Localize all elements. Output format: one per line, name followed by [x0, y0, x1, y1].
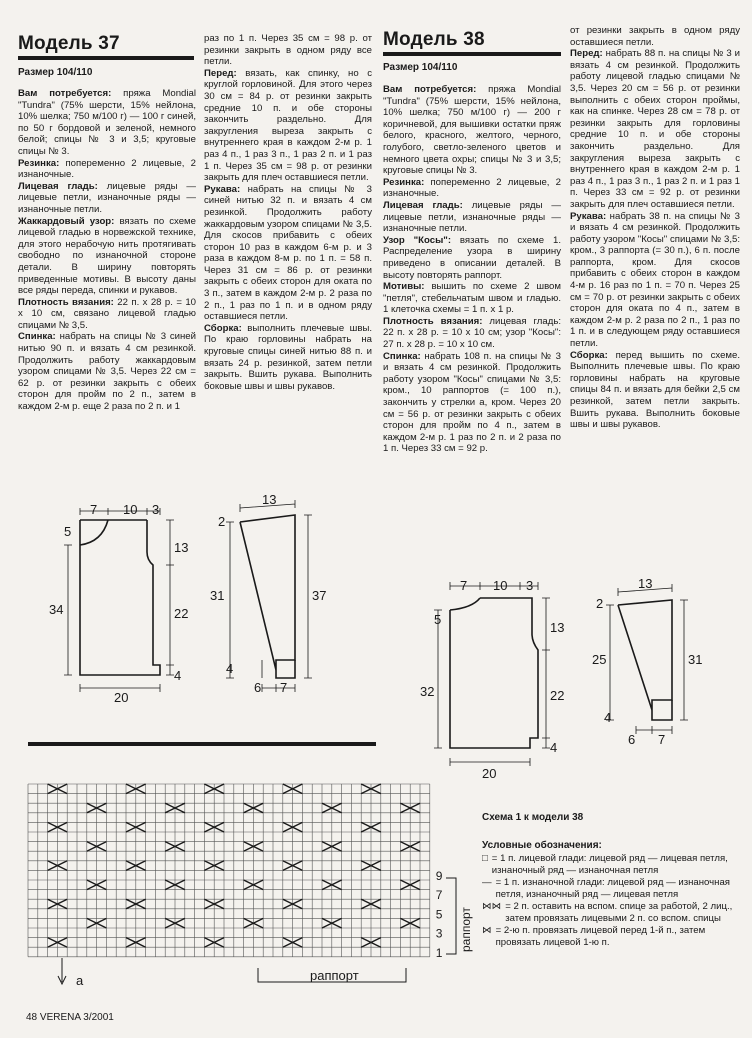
paragraph	[18, 297, 196, 332]
model38-size: Размер 104/110	[383, 62, 458, 73]
arrow-a-label: а	[76, 973, 84, 988]
m38-body	[450, 598, 538, 748]
rapport-v-label: раппорт	[459, 907, 473, 952]
paragraph-heading: Спинка:	[18, 331, 56, 343]
paragraph-heading: Перед:	[204, 67, 237, 79]
paragraph-text: вязать по схеме 1. Распределение узора в ширину приведено в описании деталей. В высоту повторять раппорт.	[383, 234, 561, 281]
knit-stitch-icon: □	[482, 853, 488, 864]
paragraph	[383, 84, 561, 177]
paragraph	[383, 316, 561, 351]
paragraph	[383, 177, 561, 200]
m37-neckline	[80, 520, 108, 545]
paragraph	[204, 68, 372, 184]
paragraph-heading: Сборка:	[570, 349, 608, 361]
m37-label-armhole: 13	[174, 540, 189, 555]
paragraph	[18, 181, 196, 216]
paragraph-heading: Плотность вязания:	[383, 315, 483, 327]
m37-sleeve	[240, 515, 295, 670]
m37-sleeve-bottom-side: 4	[226, 661, 234, 676]
paragraph-heading: Плотность вязания:	[18, 296, 114, 308]
paragraph	[18, 331, 196, 412]
row-number: 5	[435, 907, 443, 922]
m38-sleeve-bottom-side: 4	[604, 710, 612, 725]
paragraph-heading: Резинка:	[383, 176, 425, 188]
legend-text: = 1 п. изнаночной глади: лицевой ряд — изнаночная петля, изнаночный ряд — лицевая петля	[495, 877, 730, 900]
paragraph-text: попеременно 2 лицевые, 2 изнаночные.	[383, 176, 561, 200]
m38-sleeve-corner: 2	[596, 596, 604, 611]
paragraph-heading: Резинка:	[18, 157, 60, 169]
paragraph	[383, 351, 561, 455]
legend-item	[482, 925, 744, 949]
model37-rule	[18, 56, 194, 60]
paragraph-text: набрать на спицы № 3 синей нитью 32 п. и вязать 4 см резинкой. Продолжить работу жаккардовым узором спицами № 3,5. Для скосов прибавить с обеих сторон 10 раз в каждом 6-м р. и 3 раза в каждом 8-м р. по 1 п. = 58 п. Через 31 см = 86 р. от резинки закрыть с обеих сторон для оката по 3 п., затем в каждом 2-м р. 2 раза по 2 п., 1 раз по 1 п. и в одном ряду оставшиеся петли.	[204, 183, 372, 323]
m38-label-corner: 5	[434, 612, 442, 627]
paragraph-heading: Узор "Косы":	[383, 234, 452, 246]
m37-sleeve-top: 13	[262, 492, 277, 507]
row-number: 7	[435, 888, 443, 903]
paragraph	[570, 25, 740, 48]
paragraph-heading: Лицевая гладь:	[383, 199, 463, 211]
legend-title: Условные обозначения:	[482, 840, 602, 851]
m38-sleeve-top: 13	[638, 576, 653, 591]
m38-sleeve-b1: 6	[628, 732, 636, 747]
paragraph-heading: Лицевая гладь:	[18, 180, 98, 192]
paragraph-heading: Сборка:	[204, 322, 242, 334]
paragraph-text: раз по 1 п. Через 35 см = 98 р. от резинки закрыть в одном ряду все петли.	[204, 33, 372, 68]
legend-text: = 2-ю п. провязать лицевой перед 1-й п., затем провязать лицевой 1-ю п.	[495, 925, 706, 948]
model38-diagrams	[420, 570, 730, 785]
m37-label-top-right: 3	[152, 502, 160, 517]
legend	[482, 853, 744, 949]
paragraph-text: набрать 38 п. на спицы № 3 и вязать 4 см резинкой. Продолжить работу узором "Косы" спицами № 3,5: кром., 3 раппорта (= 30 п.), 6 п. после раппорта, кром. Для скосов прибавить с обеих сторон в каждом 4-м р. 16 раз по 1 п. = 70 п. Через 25 см = 70 р. от резинки закрыть с обеих сторон для оката по 4 п., затем в каждом 2-м р. 2 раза по 2 п., 1 раз по 1 п. и в следующем ряду оставшиеся петли.	[570, 210, 740, 350]
m37-label-corner: 5	[64, 524, 72, 539]
paragraph-heading: Жаккардовый узор:	[18, 215, 115, 227]
m37-label-left: 34	[49, 602, 64, 617]
m38-label-left: 32	[420, 684, 435, 699]
m38-label-right: 22	[550, 688, 565, 703]
paragraph-heading: Перед:	[570, 48, 603, 60]
model37-col2	[204, 33, 372, 392]
m38-label-armhole: 13	[550, 620, 565, 635]
m38-sleeve-left: 25	[592, 652, 607, 667]
paragraph-text: лицевые ряды — лицевые петли, изнаночные ряды — изнаночные петли.	[18, 180, 196, 215]
paragraph-text: набрать на спицы № 3 синей нитью 90 п. и вязать 4 см резинкой. Продолжить работу жаккардовым узором спицами № 3,5. Через 22 см = 62 р. от резинки закрыть с обеих сторон для пройм по 2 п., затем в каждом 2-м р. еще 2 раза по 2 п. и 1	[18, 331, 196, 413]
paragraph-text: набрать 88 п. на спицы № 3 и вязать 4 см резинкой. Продолжить работу лицевой гладью спицами № 3,5. Через 20 см = 56 р. от резинки выполнить с обеих сторон проймы, как на спинке. Через 28 см = 78 р. от резинки закрыть для горловины средние 10 п. и обе стороны закончить раздельно. Для закругления выреза закрыть с внутреннего края в каждом 2-м р. 1 раз 4 п., 1 раз 3 п., 1 раз 2 п. и 1 раз 1 п. Через 33 см = 92 р. от резинки закрыть для плеч оставшиеся петли.	[570, 48, 740, 210]
m37-label-bottom: 20	[114, 690, 129, 705]
paragraph-text: попеременно 2 лицевые, 2 изнаночные.	[18, 157, 196, 181]
legend-text: = 2 п. оставить на вспом. спице за работой, 2 лиц., затем провязать лицевыми 2 п. со вспом. спицы	[505, 901, 733, 924]
model38-col1	[383, 84, 561, 455]
purl-stitch-icon: —	[482, 877, 492, 888]
paragraph-text: выполнить плечевые швы. По краю горловины набрать на круговые спицы синей нитью 88 п. и вязать 24 р. резинкой, затем петли закрыть. Вшить рукава. Выполнить боковые швы и швы рукавов.	[204, 322, 372, 392]
m37-sleeve-right: 37	[312, 588, 327, 603]
rapport-bracket-v	[446, 878, 456, 954]
paragraph-text: вязать, как спинку, но с круглой горловиной. Для этого через 30 см = 84 р. от резинки закрыть средние 10 п. и обе стороны закончить раздельно. Для закругления выреза закрыть с внутреннего края в каждом 2-м р. 1 раз 4 п., 1 раз 3 п., 1 раз 2 п. и 1 раз 1 п. Через 35 см = 98 р. от резинки закрыть для плеч оставшиеся петли.	[204, 67, 372, 184]
chart-divider	[28, 742, 376, 746]
paragraph-heading: Рукава:	[570, 210, 607, 222]
paragraph-heading: Мотивы:	[383, 281, 425, 293]
rapport-h-label: раппорт	[310, 968, 359, 983]
model37-title: Модель 37	[18, 33, 120, 54]
m38-label-top-right: 3	[526, 578, 534, 593]
m37-label-bottom-side: 4	[174, 668, 182, 683]
legend-item	[482, 901, 744, 925]
page-footer: 48 VERENA 3/2001	[26, 1012, 114, 1023]
paragraph	[18, 216, 196, 297]
legend-item	[482, 877, 744, 901]
m38-sleeve-b2: 7	[658, 732, 666, 747]
paragraph-text: перед вышить по схеме. Выполнить плечевые швы. По краю горловины набрать на круговые спицы 84 п. и вязать для бейки 2,5 см резинкой, затем петли закрыть. Вшить рукава. Выполнить боковые швы и швы рукавов.	[570, 349, 740, 431]
paragraph	[204, 184, 372, 323]
paragraph-text: вышить по схеме 2 швом "петля", стебельчатым швом и гладью. 1 клеточка схемы = 1 п. x 1 р.	[383, 281, 561, 316]
paragraph-text: набрать 108 п. на спицы № 3 и вязать 4 см резинкой. Продолжить работу узором "Косы" спицами № 3,5: кром., 10 раппортов (= 100 п.), закончить у стрелки а, кром. Через 20 см = 56 р. от резинки закрыть с обеих сторон для пройм по 4 п., затем в каждом 2-м р. 1 раз по 2 п. и 2 раза по 1 п. Через 33 см = 92 р.	[383, 350, 561, 455]
m38-sleeve-right: 31	[688, 652, 703, 667]
m37-body-back	[80, 520, 160, 675]
paragraph	[383, 200, 561, 235]
m37-label-top-mid: 10	[123, 502, 138, 517]
paragraph	[383, 235, 561, 281]
legend-text: = 1 п. лицевой глади: лицевой ряд — лицевая петля, изнаночный ряд — изнаночная петля	[491, 853, 728, 876]
m37-sleeve-b2: 7	[280, 680, 288, 695]
paragraph	[204, 323, 372, 393]
paragraph	[570, 211, 740, 350]
paragraph-text: пряжа Mondial "Tundra" (75% шерсти, 15% нейлона, 10% шелка; 750 м/100 г) — 200 г коричневой, для вышивки остатки пряж белого, красного, желтого, черного, голубого, светло-зеленого цветов и немного цвета охры; спицы № 3 и 3,5; круговые спицы № 3.	[383, 84, 561, 177]
paragraph-heading: Вам потребуется:	[383, 84, 477, 95]
paragraph-text: от резинки закрыть в одном ряду оставшиеся петли.	[570, 25, 740, 48]
m37-sleeve-corner: 2	[218, 514, 226, 529]
paragraph	[570, 48, 740, 210]
paragraph-heading: Рукава:	[204, 183, 241, 195]
m37-sleeve-left: 31	[210, 588, 225, 603]
m38-label-bottom-side: 4	[550, 740, 558, 755]
paragraph	[18, 88, 196, 158]
model37-diagrams	[40, 490, 380, 715]
scheme-grid	[26, 782, 476, 992]
paragraph-text: пряжа Mondial "Tundra" (75% шерсти, 15% нейлона, 10% шелка; 750 м/100 г) — 100 г синей, по 50 г бордовой и зеленой, немного белой; спицы № 3 и 3,5; круговые спицы № 3.	[18, 88, 196, 157]
model37-size: Размер 104/110	[18, 67, 93, 78]
model37-col1	[18, 88, 196, 413]
model38-col2	[570, 25, 740, 431]
row-number: 9	[435, 869, 443, 883]
paragraph-text: 22 п. x 28 р. = 10 x 10 см, связано лицевой гладью спицами № 3,5.	[18, 296, 196, 331]
paragraph-heading: Вам потребуется:	[18, 88, 112, 99]
paragraph	[204, 33, 372, 68]
m38-sleeve	[618, 600, 672, 710]
paragraph-text: лицевые ряды — лицевые петли, изнаночные ряды — изнаночные петли.	[383, 199, 561, 235]
model38-rule	[383, 52, 561, 56]
paragraph-text: лицевая гладь: 22 п. x 28 р. = 10 x 10 см; узор "Косы": 27 п. x 28 р. = 10 x 10 см.	[383, 315, 561, 351]
m37-label-top-left: 7	[90, 502, 98, 517]
paragraph-heading: Спинка:	[383, 350, 421, 362]
row-number: 1	[435, 945, 443, 960]
m38-label-top-left: 7	[460, 578, 468, 593]
m38-label-top-mid: 10	[493, 578, 508, 593]
m38-label-bottom: 20	[482, 766, 497, 781]
paragraph	[383, 281, 561, 316]
model38-title: Модель 38	[383, 29, 485, 50]
paragraph	[570, 350, 740, 431]
scheme-title: Схема 1 к модели 38	[482, 812, 584, 823]
m37-sleeve-b1: 6	[254, 680, 262, 695]
cable-4-icon: ⋈⋈	[482, 901, 502, 912]
paragraph-text: вязать по схеме лицевой гладью в норвежской технике, для этого нерабочую нить протягивать свободно по изнаночной стороне детали. В ширину повторять приведенные мотивы. В высоту даны все ряды переда, спинки и рукавов.	[18, 215, 196, 297]
row-number: 3	[435, 926, 443, 941]
cross-2-icon: ⋈	[482, 925, 492, 936]
m37-label-right: 22	[174, 606, 189, 621]
paragraph	[18, 158, 196, 181]
legend-item	[482, 853, 744, 877]
